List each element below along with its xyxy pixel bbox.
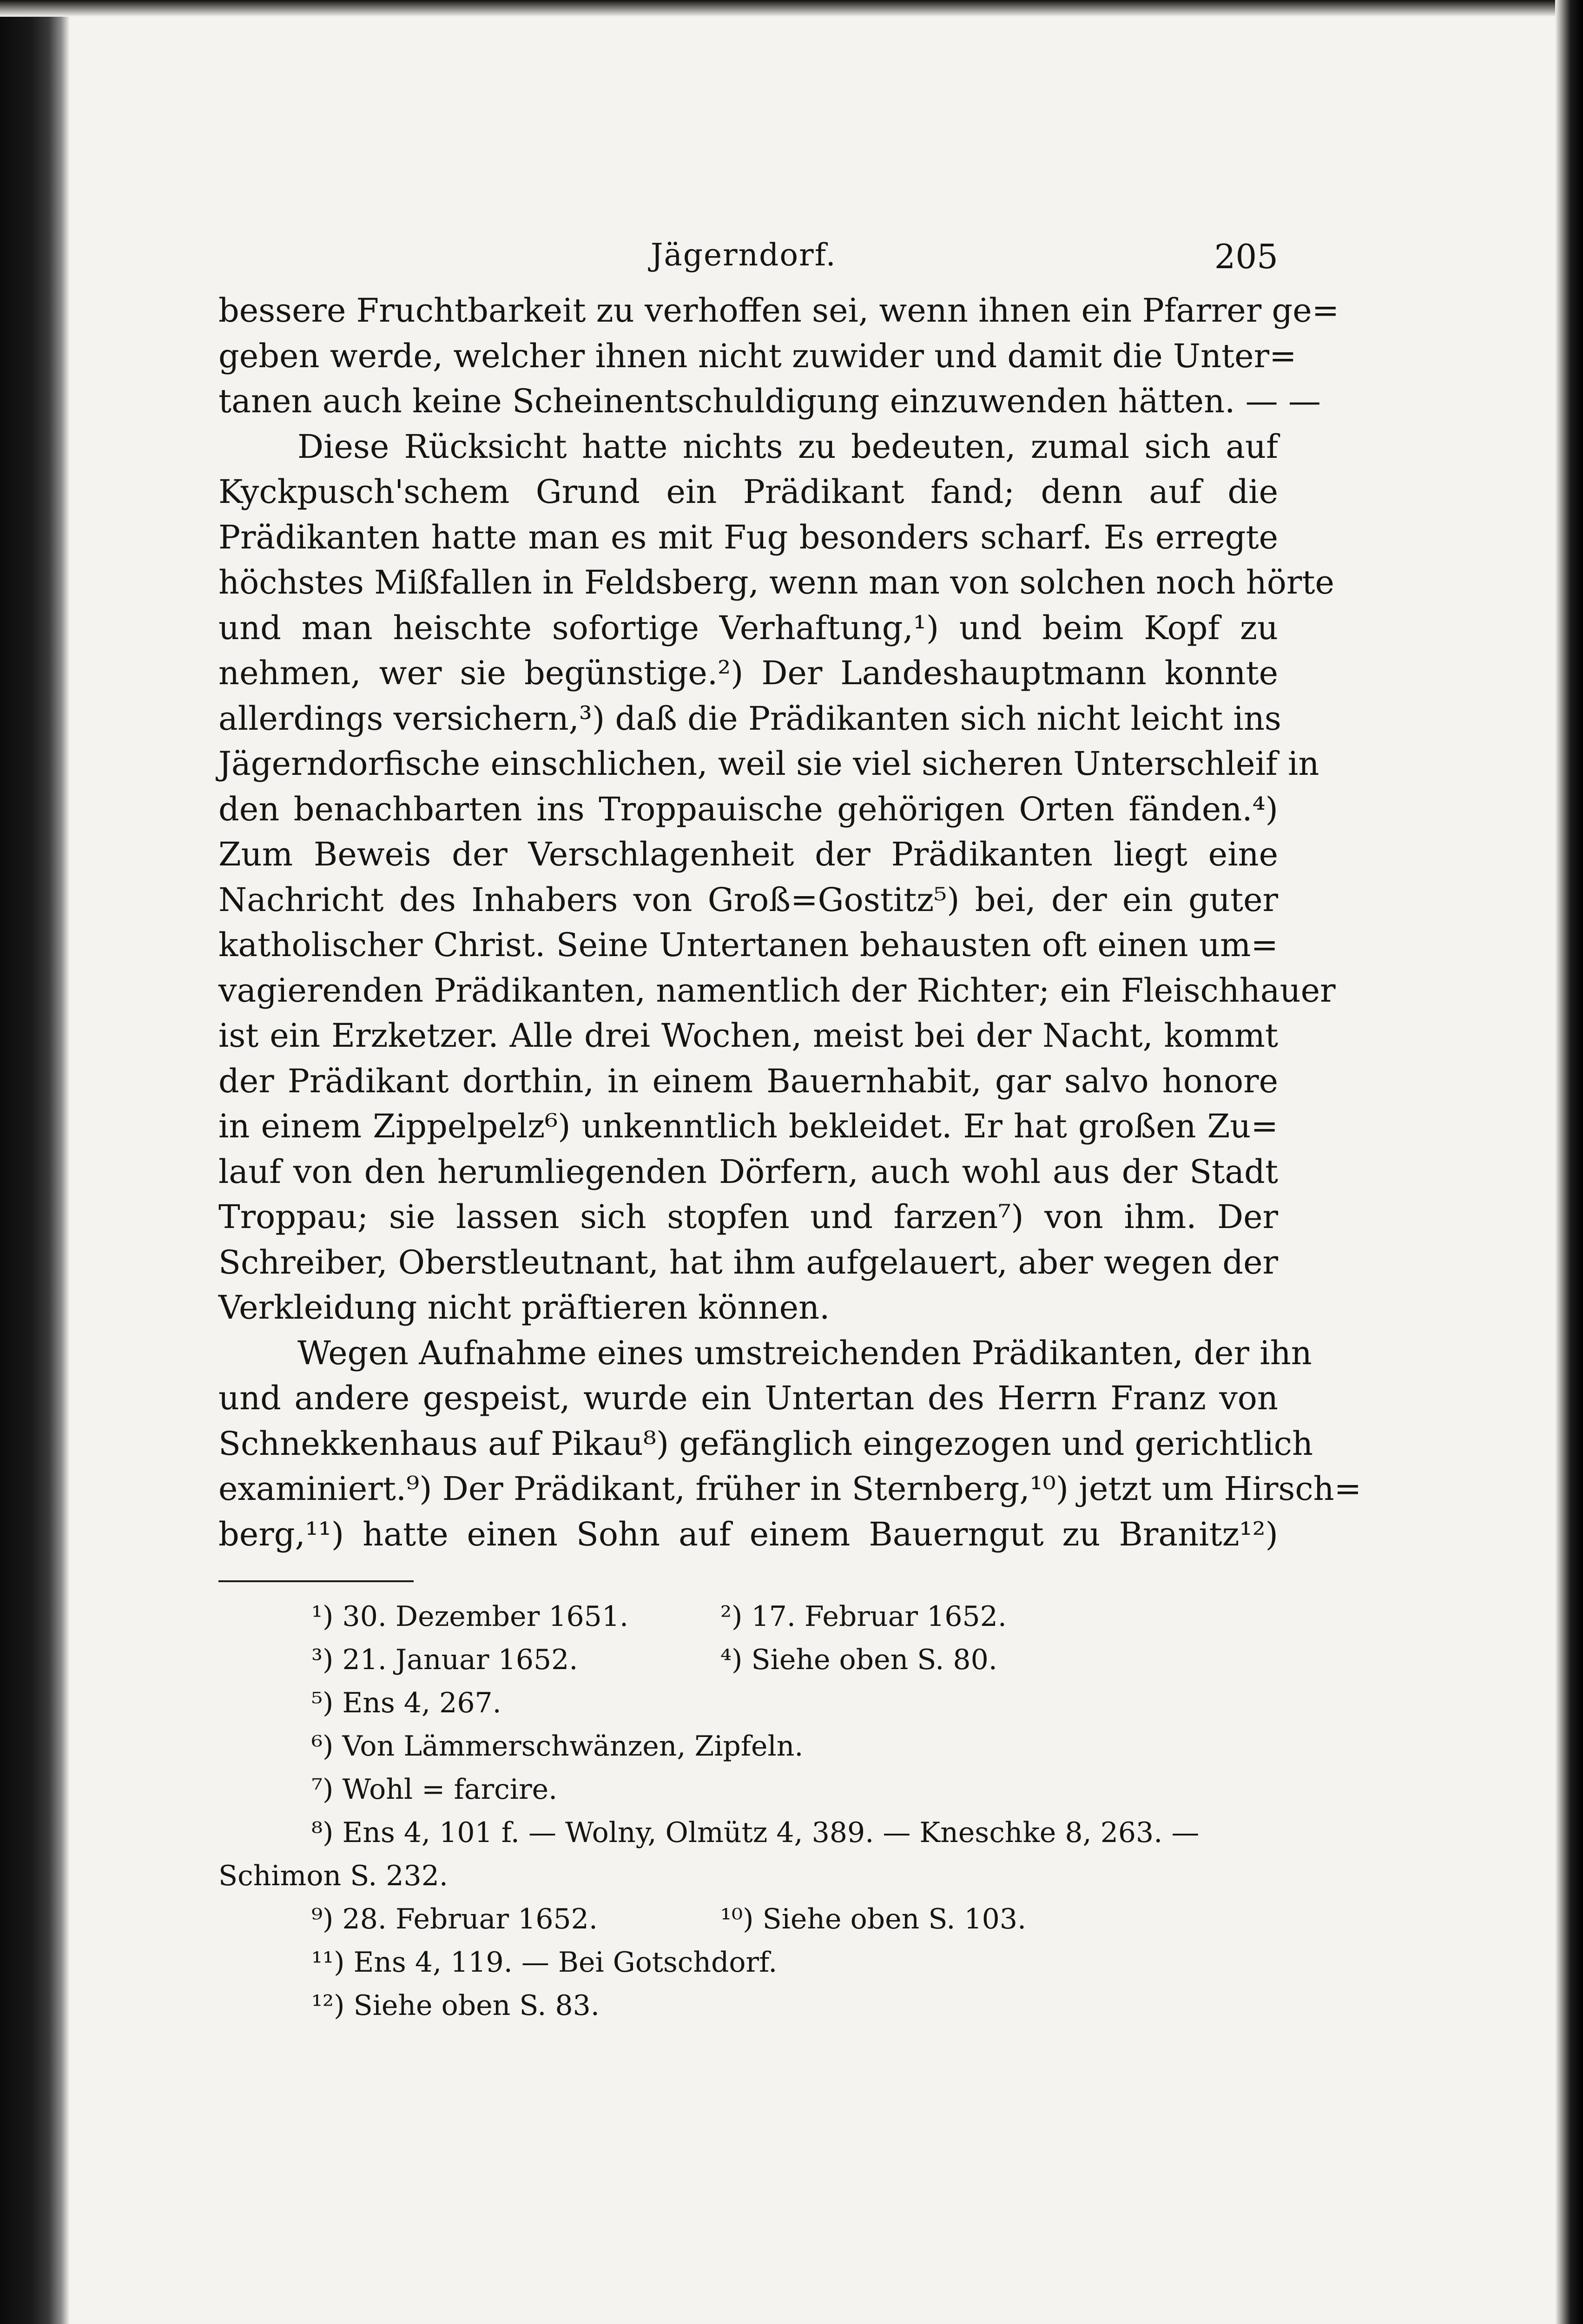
text-line: nehmen, wer sie begünstige.²) Der Landeshauptmann konnte <box>218 654 1278 692</box>
text-line: tanen auch keine Scheinentschuldigung einzuwenden hätten. — — <box>218 382 1321 420</box>
body-text <box>218 288 1362 1557</box>
book-page <box>218 223 1362 2027</box>
text-line: katholischer Christ. Seine Untertanen behausten oft einen um= <box>218 926 1278 964</box>
book-binding-shadow <box>0 0 70 2324</box>
text-line: Nachricht des Inhabers von Groß=Gostitz⁵) bei, der ein guter <box>218 880 1278 919</box>
scan-right-edge <box>1555 0 1583 2324</box>
text-line: Zum Beweis der Verschlagenheit der Prädikanten liegt eine <box>218 835 1278 873</box>
running-title: Jägerndorf. <box>651 237 837 273</box>
page-number: 205 <box>1214 237 1278 276</box>
text-line: der Prädikant dorthin, in einem Bauernhabit, gar salvo honore <box>218 1062 1278 1100</box>
text-line: vagierenden Prädikanten, namentlich der Richter; ein Fleischhauer <box>218 971 1336 1010</box>
footnote-12: ¹²) Siehe oben S. 83. <box>311 1989 600 2022</box>
footnote-1: ¹) 30. Dezember 1651. <box>311 1600 629 1633</box>
footnote-8: ⁸) Ens 4, 101 f. — Wolny, Olmütz 4, 389. — Kneschke 8, 263. — <box>311 1816 1200 1849</box>
footnote-11: ¹¹) Ens 4, 119. — Bei Gotschdorf. <box>311 1946 778 1979</box>
text-line: und andere gespeist, wurde ein Untertan des Herrn Franz von <box>218 1379 1278 1417</box>
text-line: Wegen Aufnahme eines umstreichenden Prädikanten, der ihn <box>297 1334 1312 1372</box>
footnote-7: ⁷) Wohl = farcire. <box>311 1773 558 1806</box>
text-line: bessere Fruchtbarkeit zu verhoffen sei, wenn ihnen ein Pfarrer ge= <box>218 291 1339 330</box>
text-line: berg,¹¹) hatte einen Sohn auf einem Bauerngut zu Branitz¹²) <box>218 1515 1278 1553</box>
paragraph-2 <box>218 424 1336 1331</box>
footnote-row <box>218 1595 1278 1638</box>
text-line: Diese Rücksicht hatte nichts zu bedeuten, zumal sich auf <box>297 427 1278 466</box>
text-line: höchstes Mißfallen in Feldsberg, wenn man von solchen noch hörte <box>218 563 1334 601</box>
text-line: und man heischte sofortige Verhaftung,¹) und beim Kopf zu <box>218 608 1278 647</box>
text-line: allerdings versichern,³) daß die Prädikanten sich nicht leicht ins <box>218 699 1281 738</box>
footnote-5: ⁵) Ens 4, 267. <box>311 1687 501 1719</box>
text-line: Verkleidung nicht präftieren können. <box>218 1288 830 1327</box>
text-line: Kyckpusch'schem Grund ein Prädikant fand; denn auf die <box>218 473 1278 511</box>
paragraph-3 <box>218 1331 1362 1558</box>
text-line: Schnekkenhaus auf Pikau⁸) gefänglich eingezogen und gerichtlich <box>218 1424 1313 1463</box>
scan-top-edge <box>0 0 1583 17</box>
text-line: Schreiber, Oberstleutnant, hat ihm aufgelauert, aber wegen der <box>218 1243 1278 1281</box>
paragraph-1 <box>218 288 1339 424</box>
footnote-2: ²) 17. Februar 1652. <box>720 1600 1007 1633</box>
text-line: Troppau; sie lassen sich stopfen und farzen⁷) von ihm. Der <box>218 1198 1278 1236</box>
footnote-divider <box>218 1580 414 1582</box>
text-line: examiniert.⁹) Der Prädikant, früher in Sternberg,¹⁰) jetzt um Hirsch= <box>218 1470 1362 1508</box>
footnote-4: ⁴) Siehe oben S. 80. <box>720 1644 997 1676</box>
text-line: lauf von den herumliegenden Dörfern, auch wohl aus der Stadt <box>218 1152 1278 1191</box>
page-header <box>218 223 1278 279</box>
footnote-row <box>218 1898 1278 1941</box>
footnotes <box>218 1595 1278 2027</box>
text-line: den benachbarten ins Troppauische gehörigen Orten fänden.⁴) <box>218 790 1278 828</box>
text-line: Prädikanten hatte man es mit Fug besonders scharf. Es erregte <box>218 518 1278 556</box>
text-line: ist ein Erzketzer. Alle drei Wochen, meist bei der Nacht, kommt <box>218 1017 1278 1055</box>
text-line: in einem Zippelpelz⁶) unkenntlich bekleidet. Er hat großen Zu= <box>218 1107 1278 1145</box>
footnote-10: ¹⁰) Siehe oben S. 103. <box>720 1903 1027 1935</box>
footnote-9: ⁹) 28. Februar 1652. <box>311 1903 598 1935</box>
footnote-row <box>218 1638 1278 1682</box>
footnote-3: ³) 21. Januar 1652. <box>311 1644 578 1676</box>
footnote-6: ⁶) Von Lämmerschwänzen, Zipfeln. <box>311 1730 804 1763</box>
text-line: Jägerndorfische einschlichen, weil sie viel sicheren Unterschleif in <box>218 745 1319 783</box>
text-line: geben werde, welcher ihnen nicht zuwider und damit die Unter= <box>218 337 1297 375</box>
footnote-8-continued: Schimon S. 232. <box>218 1860 448 1892</box>
